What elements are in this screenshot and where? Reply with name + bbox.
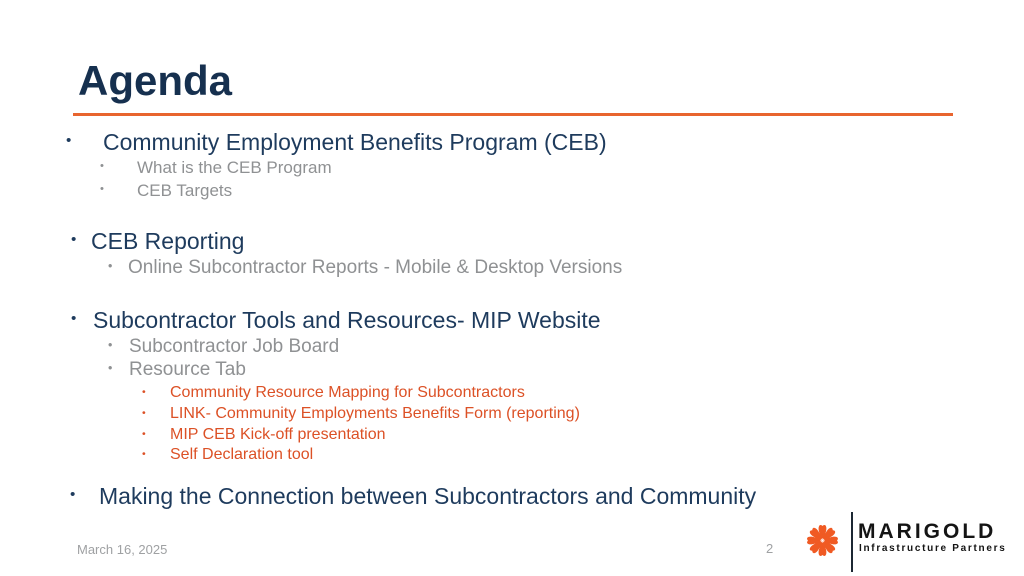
- title-accent-rule: [73, 113, 953, 116]
- agenda-item: • Self Declaration tool: [170, 447, 313, 463]
- marigold-logo: [800, 510, 1015, 572]
- agenda-item: • What is the CEB Program: [137, 159, 332, 176]
- logo-divider: [851, 512, 853, 572]
- agenda-item: • CEB Targets: [137, 182, 232, 199]
- agenda-item: • Resource Tab: [129, 360, 246, 379]
- agenda-item: • CEB Reporting: [91, 230, 244, 253]
- marigold-flower-icon: [800, 518, 845, 563]
- footer-date: March 16, 2025: [77, 542, 168, 557]
- agenda-item: • MIP CEB Kick-off presentation: [170, 427, 386, 443]
- agenda-item: • Online Subcontractor Reports - Mobile & Desktop Versions: [128, 258, 622, 277]
- agenda-item: • Subcontractor Tools and Resources- MIP Website: [93, 309, 601, 332]
- agenda-item: • Making the Connection between Subcontractors and Community: [99, 485, 756, 508]
- logo-tagline: Infrastructure Partners: [859, 543, 1007, 554]
- logo-brand-name: MARIGOLD: [858, 520, 997, 543]
- agenda-item: • Community Resource Mapping for Subcontractors: [170, 385, 525, 401]
- page-number: 2: [766, 541, 774, 556]
- agenda-item: • LINK- Community Employments Benefits Form (reporting): [170, 406, 580, 422]
- agenda-item: • Community Employment Benefits Program (CEB): [103, 131, 607, 154]
- page-title: Agenda: [78, 57, 233, 104]
- agenda-item: • Subcontractor Job Board: [129, 337, 339, 356]
